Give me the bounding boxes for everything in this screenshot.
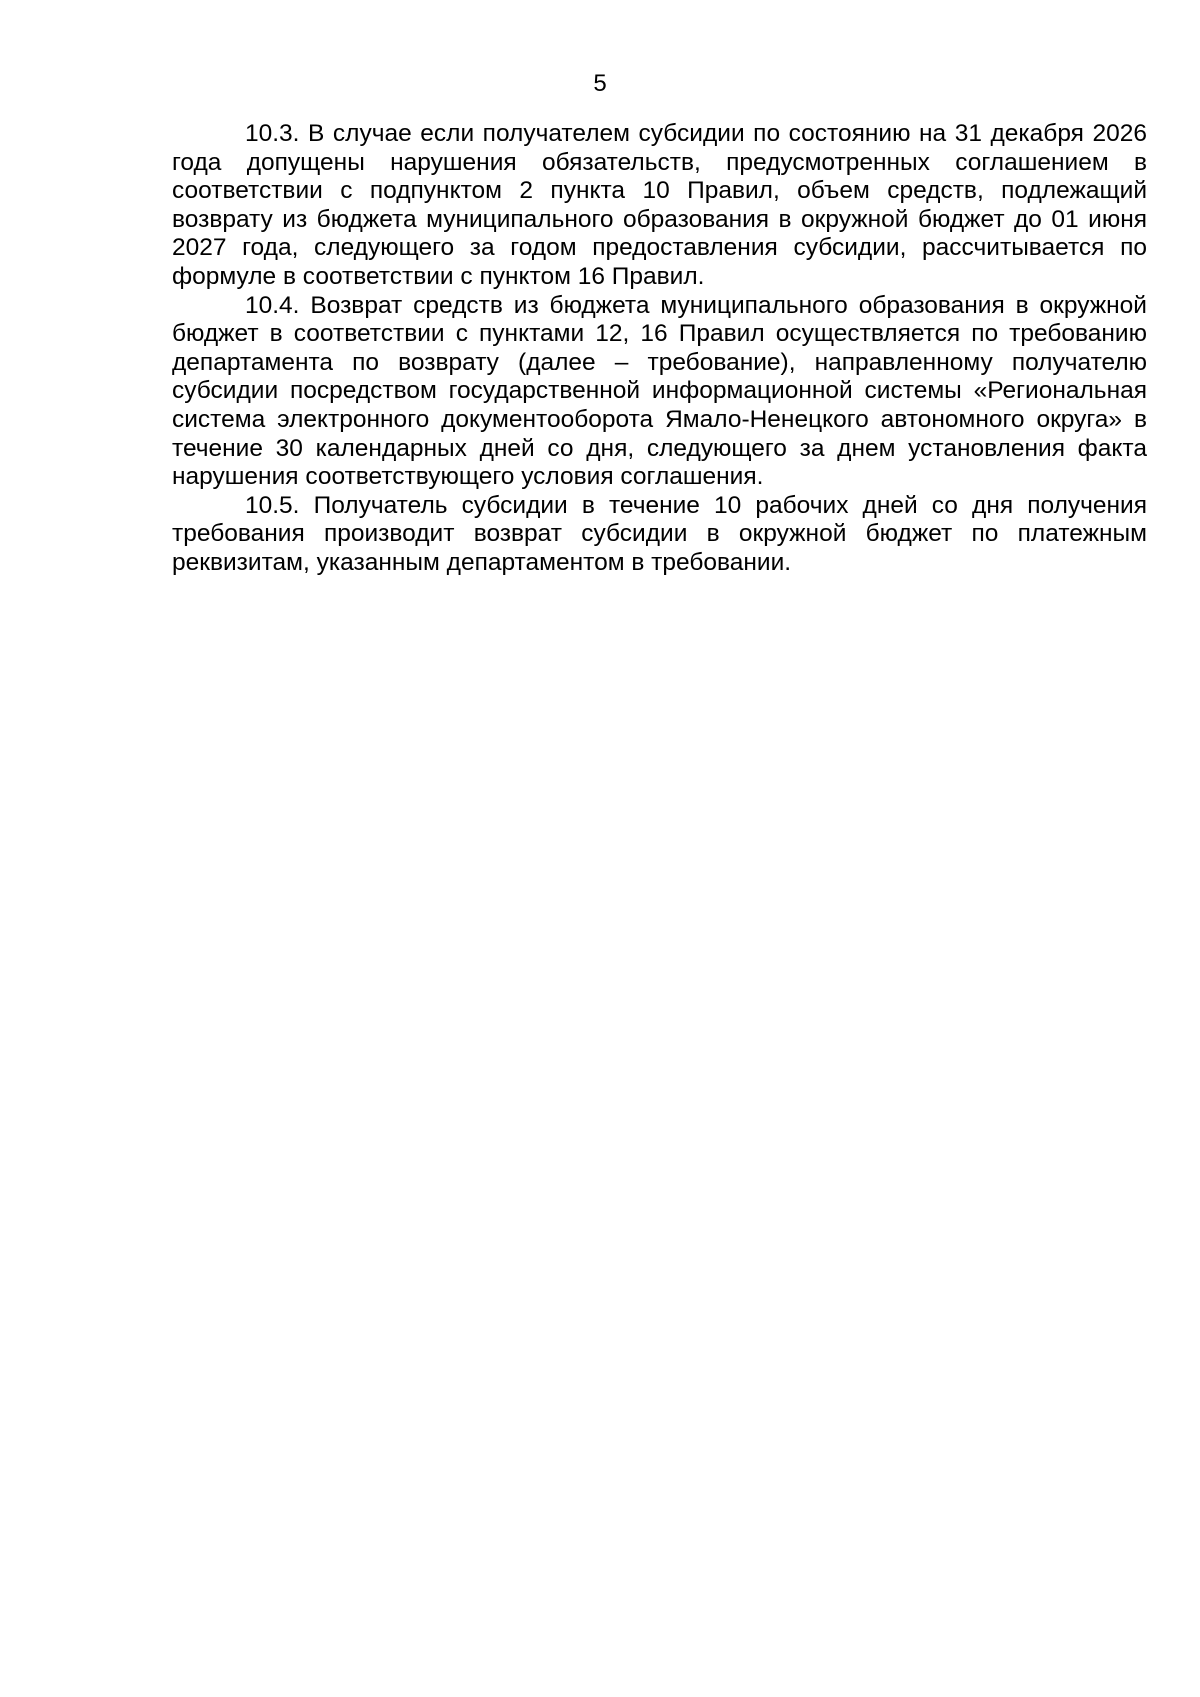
paragraph-10-5: 10.5. Получатель субсидии в течение 10 рабочих дней со дня получения требования производит возврат субсидии в окружной бюджет по платежным реквизитам, указанным департаментом в требовании. <box>172 491 1147 576</box>
document-body <box>172 120 1147 578</box>
page-number: 5 <box>593 70 607 97</box>
paragraph-10-4: 10.4. Возврат средств из бюджета муниципального образования в окружной бюджет в соответствии с пунктами 12, 16 Правил осуществляется по требованию департамента по возврату (далее – требование), направленному получателю субсидии посредством государственной информационной системы «Региональная система электронного документооборота Ямало-Ненецкого автономного округа» в течение 30 календарных дней со дня, следующего за днем установления факта нарушения соответствующего условия соглашения. <box>172 291 1147 491</box>
paragraph-10-3: 10.3. В случае если получателем субсидии по состоянию на 31 декабря 2026 года допущены нарушения обязательств, предусмотренных соглашением в соответствии с подпунктом 2 пункта 10 Правил, объем средств, подлежащий возврату из бюджета муниципального образования в окружной бюджет до 01 июня 2027 года, следующего за годом предоставления субсидии, рассчитывается по формуле в соответствии с пунктом 16 Правил. <box>172 120 1147 290</box>
